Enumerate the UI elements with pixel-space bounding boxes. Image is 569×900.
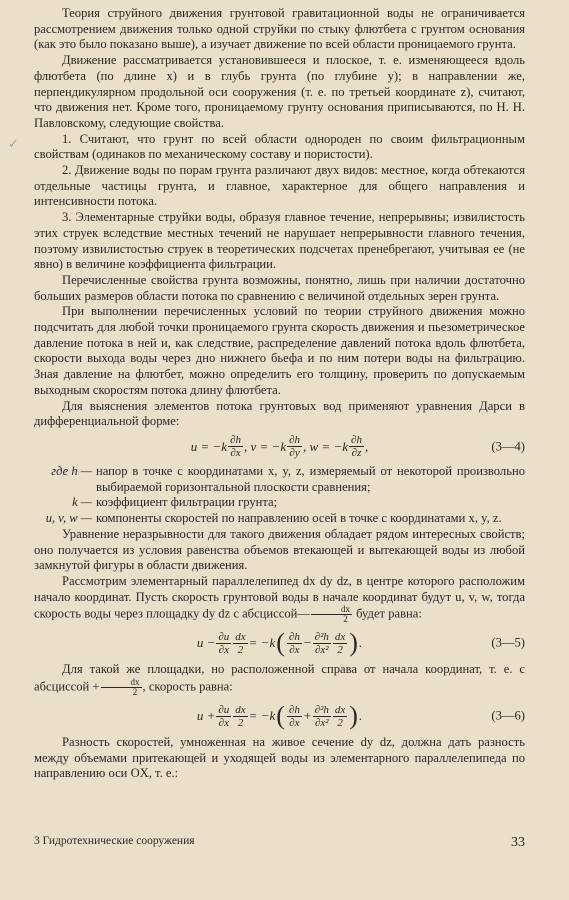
numerator: dx bbox=[334, 703, 346, 716]
paragraph: Перечисленные свойства грунта возможны, понятно, лишь при наличии достаточно больших размеров области потока по сравнению с величиной отдельных зерен грунта. bbox=[34, 272, 525, 303]
numerator: dx bbox=[334, 630, 346, 643]
footer-signature: 3 Гидротехнические сооружения bbox=[34, 835, 195, 847]
fraction bbox=[333, 631, 347, 656]
definition-symbol: k — bbox=[72, 495, 92, 510]
fraction bbox=[313, 631, 331, 656]
definition-item bbox=[34, 511, 525, 527]
numerator: ∂²h bbox=[314, 703, 329, 716]
paragraph bbox=[34, 574, 525, 624]
paragraph-text: будет равна: bbox=[356, 606, 422, 621]
equation-3-5 bbox=[34, 624, 525, 662]
numerator: ∂h bbox=[288, 703, 300, 716]
denominator: ∂x² bbox=[314, 716, 329, 729]
denominator: 2 bbox=[337, 643, 343, 656]
pencil-mark-icon: ✓ bbox=[8, 136, 19, 151]
numerator: ∂²h bbox=[314, 630, 329, 643]
eq-term: u − bbox=[196, 635, 216, 651]
paragraph: Разность скоростей, умноженная на живое сечение dy dz, должна дать разность между объемами притекающей и уходящей воды из элементарного параллелепипеда по направлению оси OX, т. е.: bbox=[34, 735, 525, 781]
denominator: ∂x bbox=[218, 716, 229, 729]
eq-term: − bbox=[302, 635, 312, 651]
numerator: dx bbox=[235, 630, 246, 643]
paragraph: Движение рассматривается установившееся и плоское, т. е. изменяющееся вдоль флютбета (по длине x) и в глубь грунта (по глубине y); в направлении же, перпендикулярном продольной оси сооружения (т. е. по третьей координате z), считают, что движения нет. Кроме того, проницаемому грунту основания приписываются, по Н. Н. Павловскому, следующие свойства. bbox=[34, 53, 525, 130]
paragraph: При выполнении перечисленных условий по теории струйного движения можно подсчитать для любой точки проницаемого грунта скорость движения и пьезометрическое давление потока в ней и, как следствие, распределение давлений потока вдоль флютбета, скорости выхода воды через дно нижнего бьефа и по ним потери воды на фильтрацию. Зная давление на флютбет, можно определить его толщину, проверить по допускаемым выходным скоростям потока длину флютбета. bbox=[34, 304, 525, 397]
paragraph bbox=[34, 662, 525, 697]
denominator: ∂x bbox=[230, 447, 241, 460]
numerator: ∂h bbox=[288, 630, 300, 643]
eq-term: = −k bbox=[248, 635, 276, 651]
paragraph: Теория струйного движения грунтовой гравитационной воды не ограничивается рассмотрением движения только одной струйки по стыку флютбета с грунтом основания (как это было показано выше), а изучает движение по всей области проницаемого грунта. bbox=[34, 6, 525, 52]
denominator: ∂x bbox=[289, 643, 300, 656]
eq-term: = −k bbox=[248, 708, 276, 724]
fraction bbox=[101, 678, 142, 697]
fraction bbox=[287, 704, 302, 729]
paragraph: 1. Считают, что грунт по всей области однороден по своим фильтрационным свойствам (одинаков по механическому составу и пористости). bbox=[34, 131, 525, 162]
fraction bbox=[287, 631, 302, 656]
paragraph: Для выяснения элементов потока грунтовых вод применяют уравнения Дарси в дифференциальной форме: bbox=[34, 398, 525, 429]
definitions-list bbox=[34, 464, 525, 527]
eq-term: + bbox=[302, 708, 312, 724]
numerator: ∂h bbox=[230, 434, 242, 447]
fraction bbox=[216, 631, 231, 656]
fraction bbox=[228, 434, 243, 459]
numerator: ∂h bbox=[351, 434, 362, 447]
paragraph: Уравнение неразрывности для такого движения обладает рядом интересных свойств; оно получается из условия равенства объемов втекающей и вытекающей воды из любой замкнутой фигуры в области движения. bbox=[34, 526, 525, 573]
denominator: 2 bbox=[343, 614, 348, 625]
minus-sign: — bbox=[297, 606, 310, 621]
equation-number: (3—6) bbox=[491, 708, 525, 723]
definition-item bbox=[34, 495, 525, 511]
paragraph-text: Рассмотрим элементарный параллелепипед dx dy dz, в центре которого расположим начало координат. Пусть скорость грунтовой воды в начале координат будут u, v, w, тогда скорость воды через площадку dy dz с абсциссой bbox=[34, 573, 525, 621]
fraction bbox=[287, 434, 302, 459]
eq-term: u = −k bbox=[190, 438, 228, 454]
equation-3-6 bbox=[34, 697, 525, 735]
fraction bbox=[233, 631, 247, 656]
denominator: 2 bbox=[337, 716, 343, 729]
page-number: 33 bbox=[511, 835, 525, 850]
eq-term: . bbox=[358, 635, 363, 651]
page-footer bbox=[34, 835, 525, 851]
definition-text: компоненты скоростей по направлению осей в точке с координатами x, y, z. bbox=[96, 511, 502, 526]
fraction bbox=[349, 434, 364, 459]
paragraph-text: Для такой же площадки, но расположенной справа от начала координат, т. е. с абсциссой + bbox=[34, 662, 525, 694]
definition-text: коэффициент фильтрации грунта; bbox=[96, 495, 278, 510]
left-paren: ( bbox=[276, 628, 285, 658]
right-paren: ) bbox=[349, 628, 358, 658]
eq-term: u + bbox=[196, 708, 216, 724]
denominator: 2 bbox=[237, 643, 244, 656]
right-paren: ) bbox=[349, 701, 358, 731]
denominator: ∂y bbox=[289, 447, 300, 460]
numerator: dx bbox=[311, 605, 352, 615]
denominator: ∂z bbox=[351, 447, 362, 460]
fraction bbox=[333, 704, 347, 729]
paragraph: 2. Движение воды по порам грунта различают двух видов: местное, когда обтекаются отдельные частицы грунта, и главное, характерное для общего направления и интенсивности потока. bbox=[34, 163, 525, 209]
eq-term: , bbox=[364, 438, 369, 454]
eq-term: , v = −k bbox=[244, 438, 287, 454]
numerator: dx bbox=[235, 703, 246, 716]
denominator: ∂x² bbox=[314, 643, 329, 656]
equation-number: (3—4) bbox=[491, 439, 525, 454]
fraction bbox=[313, 704, 331, 729]
definition-symbol: u, v, w — bbox=[45, 511, 92, 526]
fraction bbox=[216, 704, 231, 729]
definition-symbol: где h — bbox=[51, 463, 92, 478]
equation-3-4 bbox=[34, 430, 525, 464]
fraction bbox=[311, 605, 352, 624]
definition-text: напор в точке с координатами x, y, z, измеряемый от некоторой произвольно выбираемой горизонтальной плоскости сравнения; bbox=[96, 463, 525, 494]
numerator: dx bbox=[101, 678, 142, 688]
denominator: ∂x bbox=[289, 716, 300, 729]
paragraph-text: , скорость равна: bbox=[142, 679, 233, 694]
definition-item bbox=[34, 464, 525, 495]
numerator: ∂h bbox=[289, 434, 301, 447]
numerator: ∂u bbox=[218, 630, 230, 643]
eq-term: . bbox=[358, 708, 363, 724]
fraction bbox=[233, 704, 247, 729]
paragraph: 3. Элементарные струйки воды, образуя главное течение, непрерывны; извилистость этих струек вследствие местных течений не нарушает непрерывности главного течения, поэтому извилистостью струек в теоретических подсчетах пренебрегают, учитывая ее (не явно) в величине коэффициента фильтрации. bbox=[34, 210, 525, 272]
left-paren: ( bbox=[276, 701, 285, 731]
numerator: ∂u bbox=[218, 703, 230, 716]
denominator: 2 bbox=[237, 716, 244, 729]
equation-number: (3—5) bbox=[491, 635, 525, 650]
denominator: 2 bbox=[132, 687, 138, 698]
eq-term: , w = −k bbox=[303, 438, 349, 454]
denominator: ∂x bbox=[218, 643, 229, 656]
